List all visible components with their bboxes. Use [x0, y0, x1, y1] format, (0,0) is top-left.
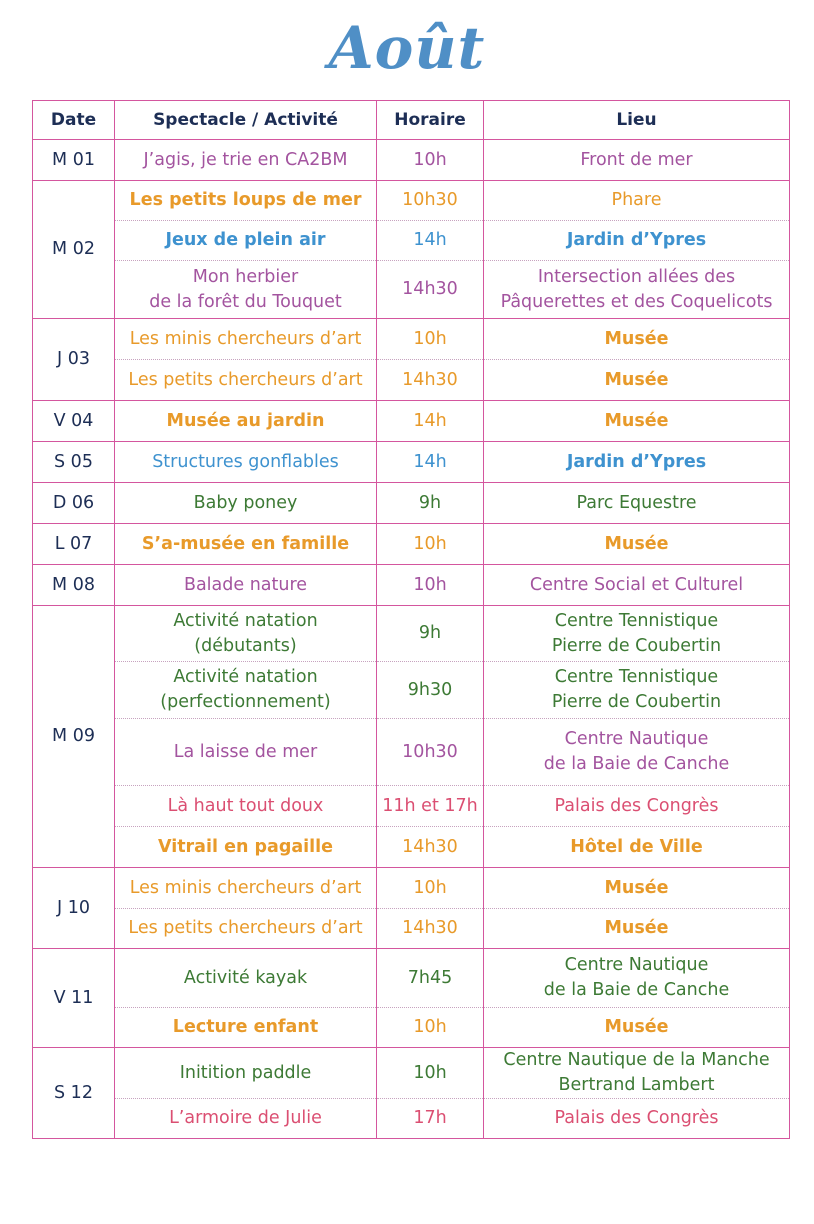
- date-cell: M 01: [33, 140, 115, 181]
- table-row: [33, 827, 790, 868]
- table-row: [33, 360, 790, 401]
- time-cell: 14h: [377, 401, 484, 442]
- activity-cell: [115, 662, 377, 719]
- activity-cell: Baby poney: [115, 483, 377, 524]
- place-cell: Centre Social et Culturel: [484, 565, 790, 606]
- place-cell: Musée: [484, 524, 790, 565]
- activity-cell: Activité kayak: [115, 949, 377, 1008]
- table-row: [33, 140, 790, 181]
- time-cell: 7h45: [377, 949, 484, 1008]
- date-cell: M 02: [33, 181, 115, 319]
- table-row: [33, 868, 790, 909]
- activity-cell: Structures gonflables: [115, 442, 377, 483]
- activity-cell: S’a-musée en famille: [115, 524, 377, 565]
- activity-cell: Les minis chercheurs d’art: [115, 868, 377, 909]
- table-row: [33, 483, 790, 524]
- time-cell: 11h et 17h: [377, 786, 484, 827]
- place-line: Pierre de Coubertin: [551, 692, 722, 712]
- place-cell: Hôtel de Ville: [484, 827, 790, 868]
- activity-cell: Là haut tout doux: [115, 786, 377, 827]
- place-cell: Musée: [484, 868, 790, 909]
- time-cell: 10h30: [377, 181, 484, 221]
- table-row: [33, 786, 790, 827]
- date-cell: V 04: [33, 401, 115, 442]
- place-line: Centre Nautique: [564, 729, 709, 749]
- header-row: [33, 101, 790, 140]
- table-row: [33, 221, 790, 261]
- place-cell: Parc Equestre: [484, 483, 790, 524]
- place-cell: Musée: [484, 401, 790, 442]
- place-cell: [484, 606, 790, 662]
- header-date: Date: [33, 101, 115, 140]
- place-line: de la Baie de Canche: [543, 980, 730, 1000]
- activity-cell: Lecture enfant: [115, 1008, 377, 1048]
- activity-cell: L’armoire de Julie: [115, 1099, 377, 1139]
- date-cell: J 03: [33, 319, 115, 401]
- time-cell: 14h30: [377, 261, 484, 319]
- time-cell: 9h: [377, 606, 484, 662]
- place-cell: Phare: [484, 181, 790, 221]
- table-row: [33, 1099, 790, 1139]
- activity-line: Activité natation: [173, 610, 318, 631]
- date-cell: M 08: [33, 565, 115, 606]
- place-cell: Musée: [484, 319, 790, 360]
- place-cell: Musée: [484, 909, 790, 949]
- activity-line: (débutants): [194, 635, 297, 656]
- time-cell: 10h30: [377, 719, 484, 786]
- table-row: [33, 909, 790, 949]
- date-cell: J 10: [33, 868, 115, 949]
- time-cell: 9h: [377, 483, 484, 524]
- time-cell: 10h: [377, 565, 484, 606]
- place-line: Centre Nautique de la Manche: [503, 1050, 770, 1070]
- place-line: Pierre de Coubertin: [551, 635, 722, 656]
- place-line: Bertrand Lambert: [558, 1075, 715, 1095]
- place-cell: [484, 662, 790, 719]
- time-cell: 10h: [377, 1048, 484, 1099]
- time-cell: 14h30: [377, 909, 484, 949]
- time-cell: 10h: [377, 319, 484, 360]
- table-row: [33, 442, 790, 483]
- time-cell: 10h: [377, 140, 484, 181]
- table-row: [33, 1048, 790, 1099]
- date-cell: D 06: [33, 483, 115, 524]
- place-line: Centre Tennistique: [554, 667, 719, 687]
- table-row: [33, 606, 790, 662]
- activity-cell: Jeux de plein air: [115, 221, 377, 261]
- time-cell: 10h: [377, 524, 484, 565]
- activity-cell: Les petits chercheurs d’art: [115, 909, 377, 949]
- date-cell: L 07: [33, 524, 115, 565]
- place-line: Intersection allées des: [537, 266, 736, 287]
- place-cell: Front de mer: [484, 140, 790, 181]
- time-cell: 10h: [377, 1008, 484, 1048]
- place-cell: Palais des Congrès: [484, 786, 790, 827]
- header-place: Lieu: [484, 101, 790, 140]
- table-row: [33, 949, 790, 1008]
- table-row: [33, 261, 790, 319]
- place-cell: [484, 1048, 790, 1099]
- activity-cell: Les petits loups de mer: [115, 181, 377, 221]
- activity-cell: Les minis chercheurs d’art: [115, 319, 377, 360]
- table-row: [33, 401, 790, 442]
- date-cell: S 12: [33, 1048, 115, 1139]
- place-line: Pâquerettes et des Coquelicots: [500, 291, 773, 312]
- time-cell: 10h: [377, 868, 484, 909]
- place-cell: [484, 949, 790, 1008]
- activity-cell: J’agis, je trie en CA2BM: [115, 140, 377, 181]
- place-line: Centre Nautique: [564, 955, 709, 975]
- time-cell: 17h: [377, 1099, 484, 1139]
- table-row: [33, 1008, 790, 1048]
- header-time: Horaire: [377, 101, 484, 140]
- activity-cell: Balade nature: [115, 565, 377, 606]
- activity-line: Mon herbier: [192, 266, 299, 287]
- activity-line: (perfectionnement): [160, 692, 331, 712]
- table-row: [33, 319, 790, 360]
- table-row: [33, 524, 790, 565]
- time-cell: 9h30: [377, 662, 484, 719]
- place-line: de la Baie de Canche: [543, 754, 730, 774]
- activity-cell: Initition paddle: [115, 1048, 377, 1099]
- place-cell: Musée: [484, 360, 790, 401]
- activity-cell: Musée au jardin: [115, 401, 377, 442]
- page-title: Août: [328, 14, 486, 82]
- activity-cell: [115, 261, 377, 319]
- time-cell: 14h: [377, 442, 484, 483]
- place-cell: Palais des Congrès: [484, 1099, 790, 1139]
- activity-line: Activité natation: [173, 667, 318, 687]
- time-cell: 14h30: [377, 827, 484, 868]
- activity-cell: Les petits chercheurs d’art: [115, 360, 377, 401]
- place-cell: [484, 719, 790, 786]
- place-cell: [484, 261, 790, 319]
- place-cell: Musée: [484, 1008, 790, 1048]
- date-cell: S 05: [33, 442, 115, 483]
- schedule-table: [32, 100, 790, 1139]
- table-row: [33, 719, 790, 786]
- date-cell: M 09: [33, 606, 115, 868]
- activity-cell: La laisse de mer: [115, 719, 377, 786]
- activity-cell: [115, 606, 377, 662]
- place-cell: Jardin d’Ypres: [484, 221, 790, 261]
- activity-cell: Vitrail en pagaille: [115, 827, 377, 868]
- place-cell: Jardin d’Ypres: [484, 442, 790, 483]
- place-line: Centre Tennistique: [554, 610, 719, 631]
- activity-line: de la forêt du Touquet: [149, 291, 342, 312]
- table-row: [33, 662, 790, 719]
- date-cell: V 11: [33, 949, 115, 1048]
- table-row: [33, 565, 790, 606]
- time-cell: 14h30: [377, 360, 484, 401]
- table-row: [33, 181, 790, 221]
- time-cell: 14h: [377, 221, 484, 261]
- header-activity: Spectacle / Activité: [115, 101, 377, 140]
